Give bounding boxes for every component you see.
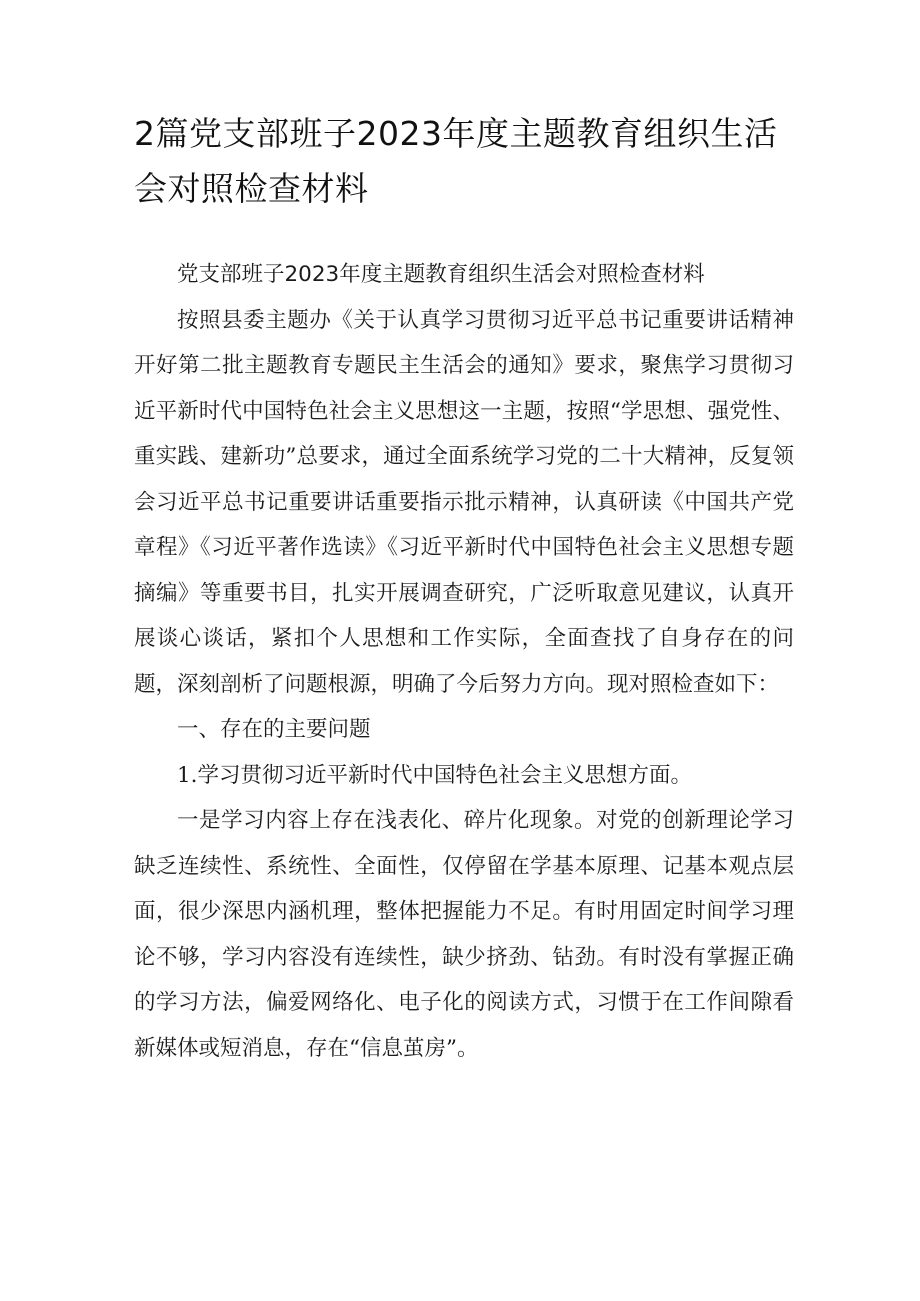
subsection-heading: 1.学习贯彻习近平新时代中国特色社会主义思想方面。 [177,762,693,788]
document-body [134,252,794,1071]
section-heading: 一、存在的主要问题 [177,717,371,742]
document-title: 2篇党支部班子2023年度主题教育组织生活会对照检查材料 [134,114,778,208]
intro-paragraph: 按照县委主题办《关于认真学习贯彻习近平总书记重要讲话精神开好第二批主题教育专题民主生活会的通知》要求，聚焦学习贯彻习近平新时代中国特色社会主义思想这一主题，按照“学思想、强党性、重实践、建新功”总要求，通过全面系统学习党的二十大精神，反复领会习近平总书记重要讲话重要指示批示精神，认真研读《中国共产党章程》《习近平著作选读》《习近平新时代中国特色社会主义思想专题摘编》等重要书目，扎实开展调查研究，广泛听取意见建议，认真开展谈心谈话，紧扣个人思想和工作实际，全面查找了自身存在的问题，深刻剖析了问题根源，明确了今后努力方向。现对照检查如下： [134,307,794,697]
body-paragraph: 一是学习内容上存在浅表化、碎片化现象。对党的创新理论学习缺乏连续性、系统性、全面性，仅停留在学基本原理、记基本观点层面，很少深思内涵机理，整体把握能力不足。有时用固定时间学习理论不够，学习内容没有连续性，缺少挤劲、钻劲。有时没有掌握正确的学习方法，偏爱网络化、电子化的阅读方式，习惯于在工作间隙看新媒体或短消息，存在“信息茧房”。 [134,808,794,1061]
document-subtitle: 党支部班子2023年度主题教育组织生活会对照检查材料 [177,262,705,287]
